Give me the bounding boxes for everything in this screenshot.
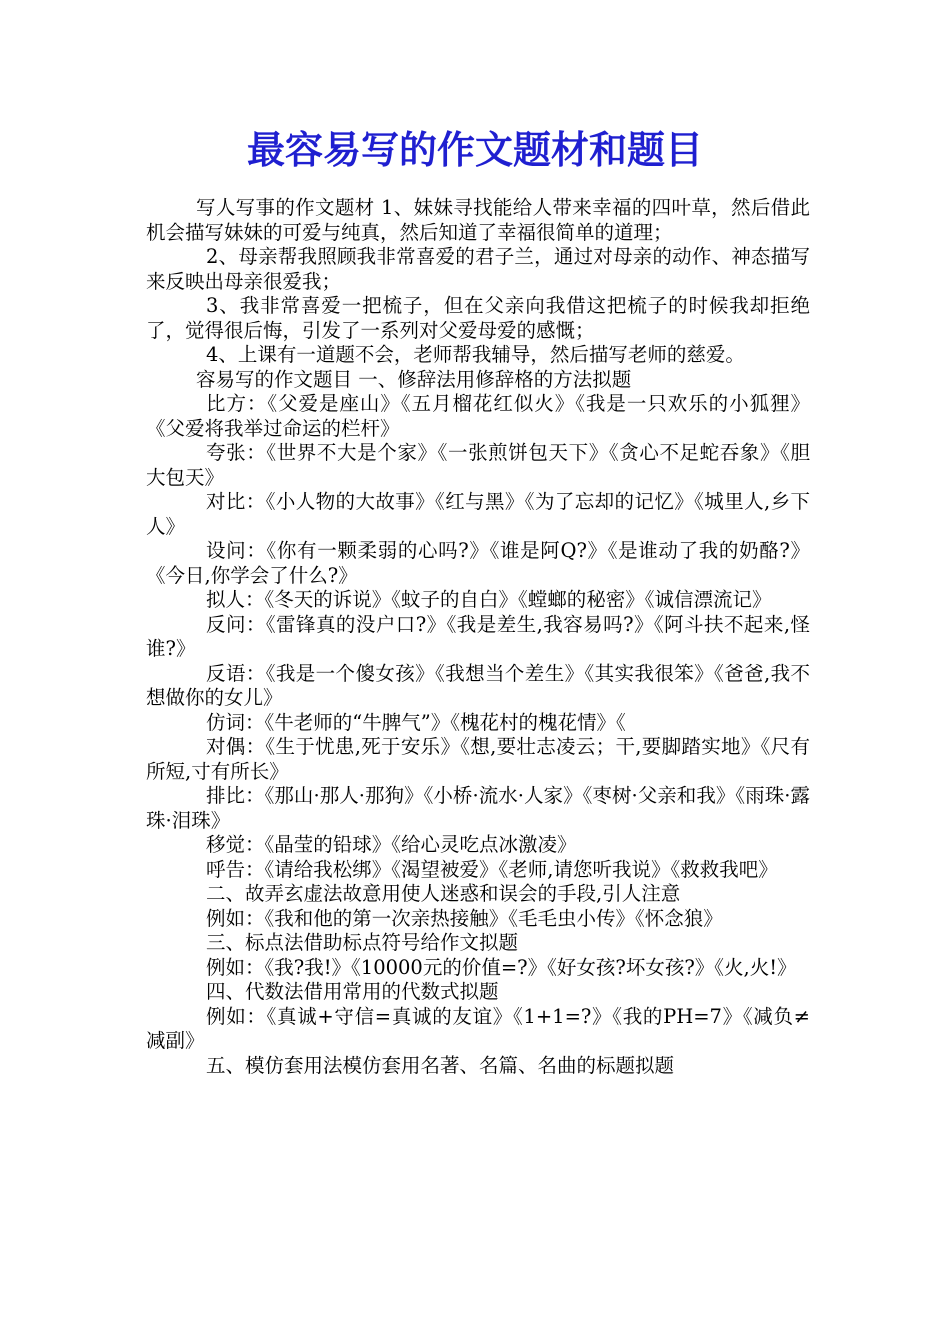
paragraph: 例如：《我?我!》《10000元的价值=?》《好女孩?坏女孩?》《火,火!》: [206, 955, 797, 979]
paragraph: 排比：《那山·那人·那狗》《小桥·流水·人家》《枣树·父亲和我》《雨珠·露珠·泪珠》: [146, 784, 810, 832]
paragraph: 比方：《父爱是座山》《五月榴花红似火》《我是一只欢乐的小狐狸》《父爱将我举过命运的栏杆》: [146, 392, 810, 440]
paragraph: 对比：《小人物的大故事》《红与黑》《为了忘却的记忆》《城里人,乡下人》: [146, 490, 810, 538]
paragraph: 二、故弄玄虚法故意用使人迷惑和误会的手段,引人注意: [206, 882, 681, 905]
paragraph: 3、我非常喜爱一把梳子，但在父亲向我借这把梳子的时候我却拒绝了，觉得很后悔，引发了一系列对父爱母爱的感慨；: [146, 294, 810, 342]
paragraph: 4、上课有一道题不会，老师帮我辅导，然后描写老师的慈爱。: [206, 343, 745, 366]
paragraph: 夸张：《世界不大是个家》《一张煎饼包天下》《贪心不足蛇吞象》《胆大包天》: [146, 441, 810, 489]
paragraph: 设问：《你有一颗柔弱的心吗?》《谁是阿Q?》《是谁动了我的奶酪?》《今日,你学会了什么?》: [146, 539, 810, 587]
paragraph: 例如：《我和他的第一次亲热接触》《毛毛虫小传》《怀念狼》: [206, 906, 723, 930]
paragraph: 三、标点法借助标点符号给作文拟题: [206, 931, 519, 954]
paragraph: 移觉：《晶莹的铅球》《给心灵吃点冰激凌》: [206, 833, 577, 856]
paragraph: 四、代数法借用常用的代数式拟题: [206, 980, 499, 1003]
paragraph: 拟人：《冬天的诉说》《蚊子的自白》《螳螂的秘密》《诚信漂流记》: [206, 588, 772, 611]
paragraph: 写人写事的作文题材 1、妹妹寻找能给人带来幸福的四叶草，然后借此机会描写妹妹的可爱与纯真，然后知道了幸福很简单的道理；: [146, 196, 810, 244]
paragraph: 2、母亲帮我照顾我非常喜爱的君子兰，通过对母亲的动作、神态描写来反映出母亲很爱我；: [146, 245, 810, 293]
paragraph: 例如：《真诚+守信=真诚的友谊》《1+1=?》《我的PH=7》《减负≠减副》: [146, 1004, 810, 1052]
paragraph: 仿词：《牛老师的“牛脾气”》《槐花村的槐花情》《: [206, 710, 626, 734]
paragraph: 五、模仿套用法模仿套用名著、名篇、名曲的标题拟题: [206, 1053, 675, 1077]
paragraph: 对偶：《生于忧患,死于安乐》《想,要壮志凌云；干,要脚踏实地》《尺有所短,寸有所长》: [146, 735, 810, 783]
paragraph: 反问：《雷锋真的没户口?》《我是差生,我容易吗?》《阿斗扶不起来,怪谁?》: [146, 612, 810, 660]
paragraph: 容易写的作文题目 一、修辞法用修辞格的方法拟题: [196, 367, 632, 391]
paragraph: 呼告：《请给我松绑》《渴望被爱》《老师,请您听我说》《救救我吧》: [206, 857, 778, 881]
document-body: [146, 196, 810, 1078]
paragraph: 反语：《我是一个傻女孩》《我想当个差生》《其实我很笨》《爸爸,我不想做你的女儿》: [146, 661, 810, 709]
document-title: 最容易写的作文题材和题目: [246, 127, 703, 172]
